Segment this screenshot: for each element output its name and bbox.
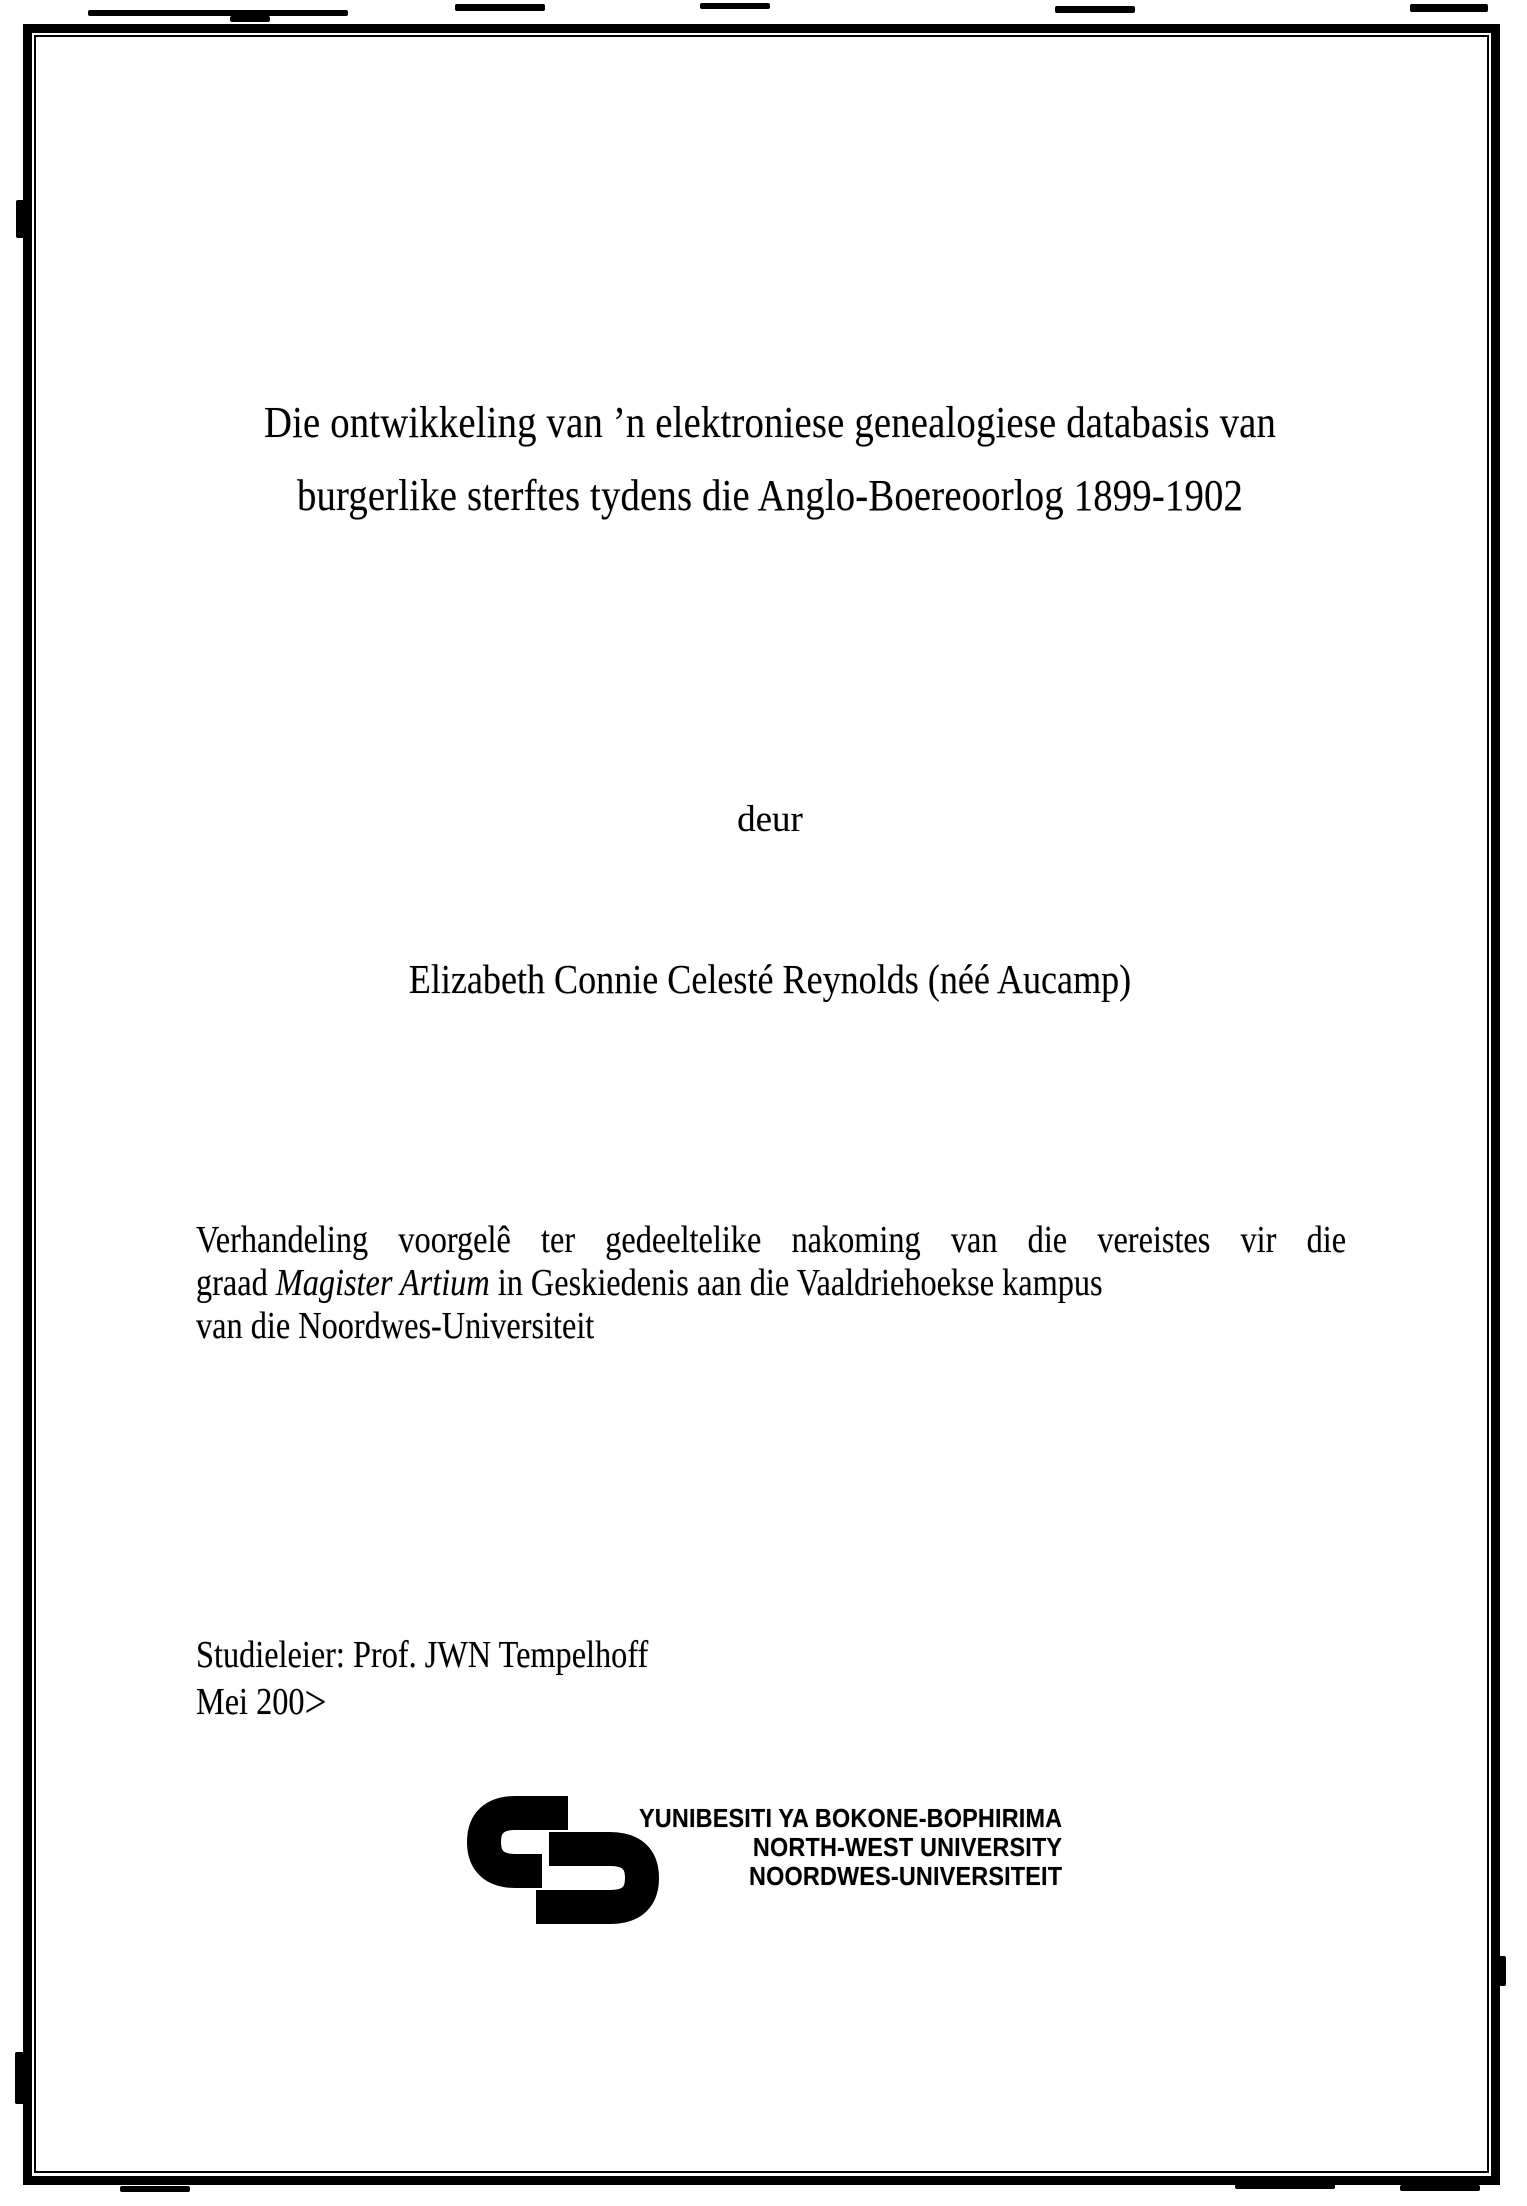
degree-statement-line2 (196, 1262, 1346, 1305)
author-name: Elizabeth Connie Celesté Reynolds (néé Aucamp) (408, 956, 1132, 1002)
degree-statement-line1: Verhandeling voorgelê ter gedeeltelike nakoming van die vereistes vir die (196, 1219, 1347, 1261)
logo-text-afrikaans: NOORDWES-UNIVERSITEIT (748, 1861, 1062, 1891)
scan-artifact (88, 10, 348, 16)
nwu-interlocking-links-icon (466, 1793, 660, 1927)
scan-artifact (230, 16, 270, 22)
degree-line2-suffix: in Geskiedenis aan die Vaaldriehoekse kampus (489, 1262, 1103, 1304)
degree-statement (196, 1219, 1346, 1348)
degree-line2-prefix: graad (196, 1262, 276, 1304)
degree-statement-line3: van die Noordwes-Universiteit (196, 1305, 595, 1347)
university-logo-mark (466, 1793, 660, 1932)
thesis-title (260, 386, 1281, 532)
supervisor-block (196, 1632, 1346, 1726)
scan-artifact (700, 3, 770, 9)
scan-artifact (1499, 1956, 1506, 1986)
byline-preposition: deur (737, 799, 803, 840)
thesis-title-line2: burgerlike sterftes tydens die Anglo-Boereoorlog 1899-1902 (296, 471, 1244, 520)
logo-text-english: NORTH-WEST UNIVERSITY (752, 1832, 1062, 1862)
degree-line2-latin-degree: Magister Artium (275, 1262, 490, 1304)
date-prefix: Mei 200 (196, 1681, 305, 1723)
scan-artifact (1410, 4, 1488, 12)
university-logo-text (639, 1804, 1062, 1891)
scan-artifact (1400, 2185, 1480, 2191)
thesis-title-line1: Die ontwikkeling van ’n elektroniese genealogiese databasis van (263, 398, 1277, 447)
date-distorted-digit: > (304, 1676, 327, 1727)
scan-artifact (455, 4, 545, 11)
supervisor-line: Studieleier: Prof. JWN Tempelhoff (196, 1634, 649, 1676)
scan-artifact (1055, 6, 1135, 13)
date-line (196, 1676, 1346, 1727)
logo-text-setswana: YUNIBESITI YA BOKONE-BOPHIRIMA (638, 1803, 1062, 1833)
scan-artifact (120, 2186, 190, 2192)
